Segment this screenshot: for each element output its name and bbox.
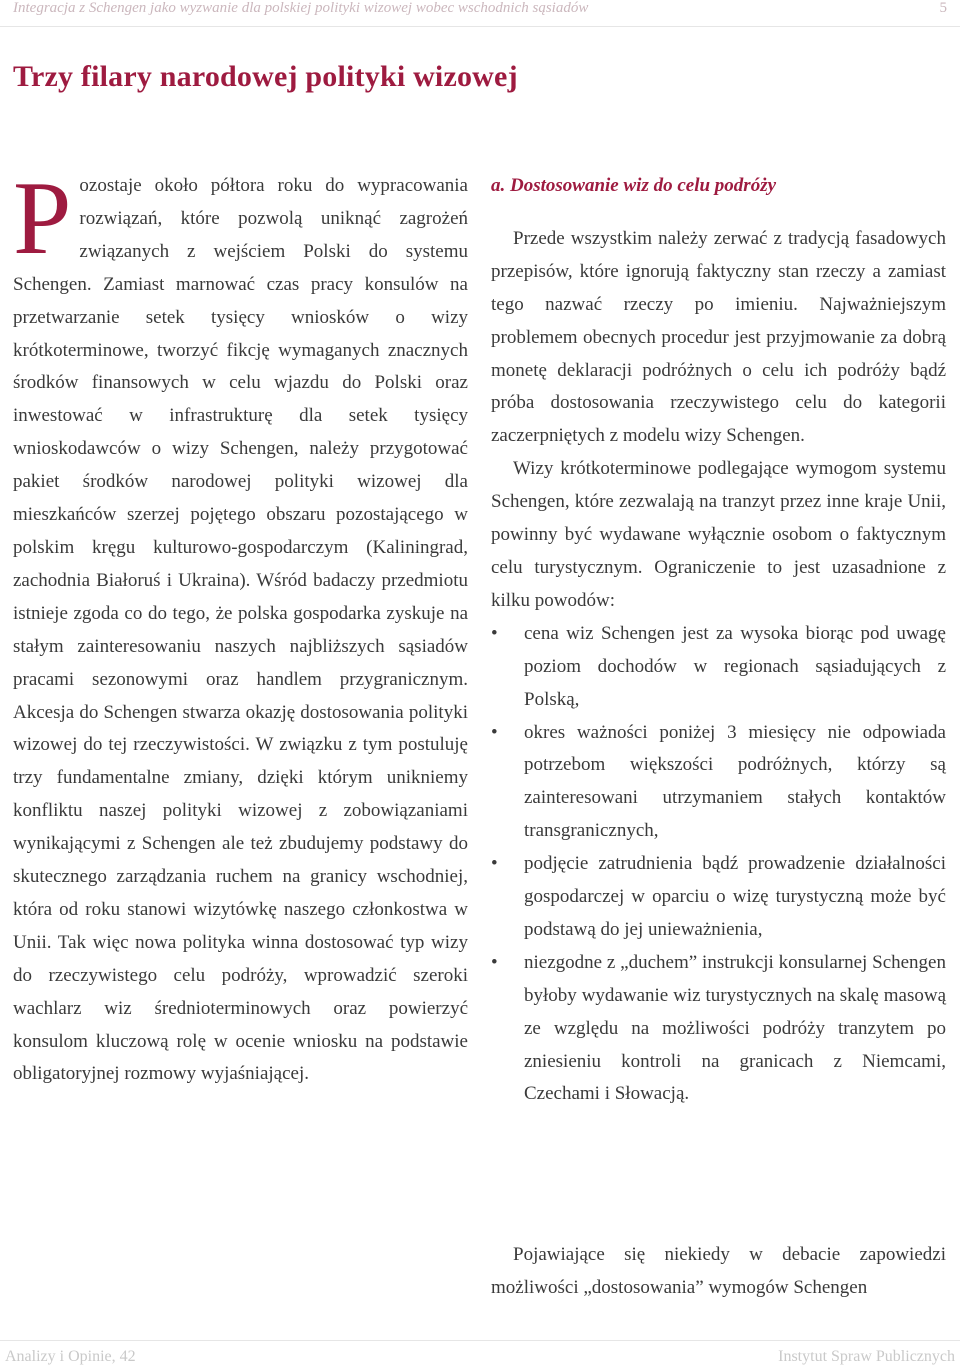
list-item: • cena wiz Schengen jest za wysoka biorąc pod uwagę poziom dochodów w regionach sąsiadujących z Polską, bbox=[491, 618, 946, 717]
footer-publisher: Instytut Spraw Publicznych bbox=[778, 1348, 955, 1365]
page-number: 5 bbox=[939, 0, 947, 16]
running-header bbox=[0, 0, 960, 28]
paragraph-2: Wizy krótkoterminowe podlegające wymogom systemu Schengen, które zezwalają na tranzyt przez inne kraje Unii, powinny być wydawane wyłącznie osobom o faktycznym celu turystycznym. Ograniczenie to jest uzasadnione z kilku powodów: bbox=[491, 458, 946, 611]
section-heading: a. Dostosowanie wiz do celu podróży bbox=[491, 175, 777, 196]
paragraph-1: Przede wszystkim należy zerwać z tradycją fasadowych przepisów, które ignorują faktyczny stan rzeczy a zamiast tego nazwać rzeczy po imieniu. Najważniejszym problemem obecnych procedur jest przyjmowanie za dobrą monetę deklaracji podróżnych o celu ich podróży bądź próba dostosowania rzeczywistego celu do kategorii zaczerpniętych z modelu wizy Schengen. bbox=[491, 227, 946, 447]
page-title: Trzy filary narodowej polityki wizowej bbox=[13, 60, 518, 93]
header-divider bbox=[0, 26, 960, 27]
continuation-block bbox=[491, 1238, 946, 1304]
drop-cap: P bbox=[13, 159, 72, 276]
reasons-list bbox=[491, 618, 946, 1112]
list-item: • okres ważności poniżej 3 miesięcy nie odpowiada potrzebom większości podróżnych, którzy są zainteresowani utrzymaniem stałych kontaktów transgranicznych, bbox=[491, 717, 946, 849]
running-header-title: Integracja z Schengen jako wyzwanie dla polskiej polityki wizowej wobec wschodnich sąsiadów bbox=[13, 0, 589, 16]
footer-divider bbox=[0, 1340, 960, 1341]
page-footer bbox=[0, 1340, 960, 1370]
list-item: • niezgodne z „duchem” instrukcji konsularnej Schengen byłoby wydawanie wiz turystycznych na skalę masową ze względu na możliwości podróży tranzytem po zniesieniu kontroli na granicach z Niemcami, Czechami i Słowacją. bbox=[491, 947, 946, 1112]
intro-text: ozostaje około półtora roku do wypracowania rozwiązań, które pozwolą uniknąć zagrożeń związanych z wejściem Polski do systemu Schengen. Zamiast marnować czas pracy konsulów na przetwarzanie setek tysięcy wniosków o wizy krótkoterminowe, tworzyć fikcję wymaganych znacznych środków finansowych w celu wjazdu do Polski oraz inwestować w infrastrukturę dla setek tysięcy wnioskodawców o wizy Schengen, należy przygotować pakiet środków narodowej polityki wizowej dla mieszkańców szerzej pojętego obszaru pozostającego w polskim kręgu kulturowo-gospodarczym (Kaliningrad, zachodnia Białoruś i Ukraina). Wśród badaczy przedmiotu istnieje zgoda co do tego, że polska gospodarka zyskuje na stałym zainteresowaniu naszych najbliższych sąsiadów pracami sezonowymi oraz handlem przygranicznym. Akcesja do Schengen stwarza okazję dostosowania polityki wizowej do tej rzeczywistości. W związku z tym postuluję trzy fundamentalne zmiany, dzięki którym unikniemy konfliktu naszej polityki wizowej z zobowiązaniami wynikającymi z Schengen ale też zbudujemy podstawy do skutecznego zarządzania ruchem na granicy wschodniej, która od roku stanowi wizytówkę naszego członkostwa w Unii. Tak więc nowa polityka winna dostosować typ wizy do rzeczywistego celu podróży, wprowadzić szeroki wachlarz wiz średnioterminowych oraz powierzyć konsulom kluczową rolę w ocenie wniosku na podstawie obligatoryjnej rozmowy wyjaśniającej. bbox=[13, 175, 468, 1085]
right-column bbox=[491, 170, 946, 1111]
left-column bbox=[13, 159, 468, 1091]
intro-paragraph bbox=[13, 159, 468, 1091]
paragraph-3: Pojawiające się niekiedy w debacie zapowiedzi możliwości „dostosowania” wymogów Schengen bbox=[491, 1244, 946, 1298]
list-item: • podjęcie zatrudnienia bądź prowadzenie działalności gospodarczej w oparciu o wizę turystyczną może być podstawą do jej unieważnienia, bbox=[491, 848, 946, 947]
footer-publication: Analizy i Opinie, 42 bbox=[5, 1348, 136, 1365]
